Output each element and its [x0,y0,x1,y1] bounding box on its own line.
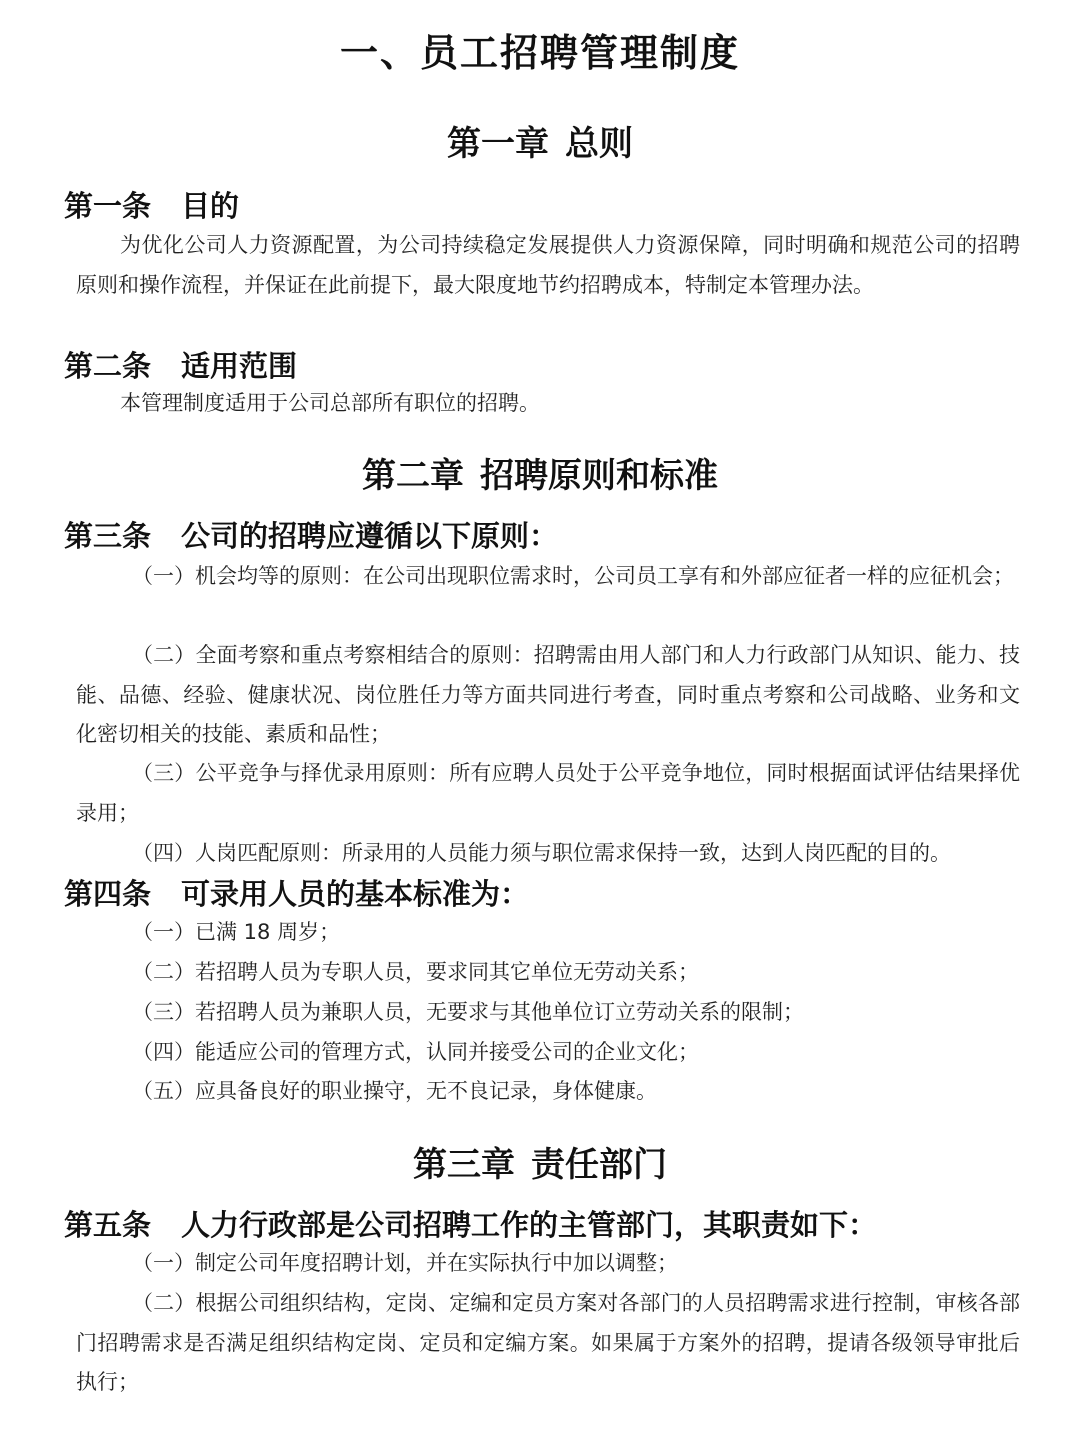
article-2-heading [64,344,297,385]
chapter-name: 责任部门 [531,1145,667,1185]
article-1-text: 为优化公司人力资源配置，为公司持续稳定发展提供人力资源保障，同时明确和规范公司的招聘原则和操作流程，并保证在此前提下，最大限度地节约招聘成本，特制定本管理办法。 [76,233,1020,297]
principle-item: （三）公平竞争与择优录用原则：所有应聘人员处于公平竞争地位，同时根据面试评估结果择优录用； [76,761,1020,825]
chapter-2-heading [0,448,1080,497]
duty-item: （一）制定公司年度招聘计划，并在实际执行中加以调整； [132,1251,678,1275]
article-number: 第三条 [64,519,152,553]
article-title: 人力行政部是公司招聘工作的主管部门，其职责如下： [181,1208,878,1242]
standard-item: （五）应具备良好的职业操守，无不良记录，身体健康。 [132,1079,657,1103]
article-number: 第二条 [64,349,152,383]
chapter-number: 第三章 [413,1145,515,1185]
article-2-text: 本管理制度适用于公司总部所有职位的招聘。 [120,391,540,415]
duty-item: （二）根据公司组织结构，定岗、定编和定员方案对各部门的人员招聘需求进行控制，审核各部门招聘需求是否满足组织结构定岗、定员和定编方案。如果属于方案外的招聘，提请各级领导审批后执行； [76,1291,1020,1394]
article-title: 可录用人员的基本标准为： [181,877,530,911]
chapter-name: 总则 [565,124,633,164]
chapter-1-heading [0,116,1080,165]
standard-item: （一）已满 18 周岁； [132,920,341,944]
article-number: 第五条 [64,1208,152,1242]
article-number: 第四条 [64,877,152,911]
article-title: 适用范围 [181,349,298,383]
document-title: 一、员工招聘管理制度 [339,31,740,75]
standard-item: （三）若招聘人员为兼职人员，无要求与其他单位订立劳动关系的限制； [132,1000,804,1024]
article-title: 目的 [181,189,240,223]
article-4-heading [64,872,529,913]
chapter-3-heading [0,1137,1080,1186]
chapter-number: 第一章 [447,124,549,164]
principle-item: （四）人岗匹配原则：所录用的人员能力须与职位需求保持一致，达到人岗匹配的目的。 [132,841,951,865]
article-number: 第一条 [64,189,152,223]
principle-item: （一）机会均等的原则：在公司出现职位需求时，公司员工享有和外部应征者一样的应征机会； [132,564,1014,588]
standard-item: （四）能适应公司的管理方式，认同并接受公司的企业文化； [132,1040,699,1064]
article-1-heading [64,184,239,225]
article-3-heading [64,514,558,555]
article-title: 公司的招聘应遵循以下原则： [181,519,559,553]
standard-item: （二）若招聘人员为专职人员，要求同其它单位无劳动关系； [132,960,699,984]
chapter-name: 招聘原则和标准 [480,456,718,496]
principle-item: （二）全面考察和重点考察相结合的原则：招聘需由用人部门和人力行政部门从知识、能力、技能、品德、经验、健康状况、岗位胜任力等方面共同进行考查，同时重点考察和公司战略、业务和文化密切相关的技能、素质和品性； [76,643,1020,746]
chapter-number: 第二章 [362,456,464,496]
article-5-heading [64,1203,877,1244]
